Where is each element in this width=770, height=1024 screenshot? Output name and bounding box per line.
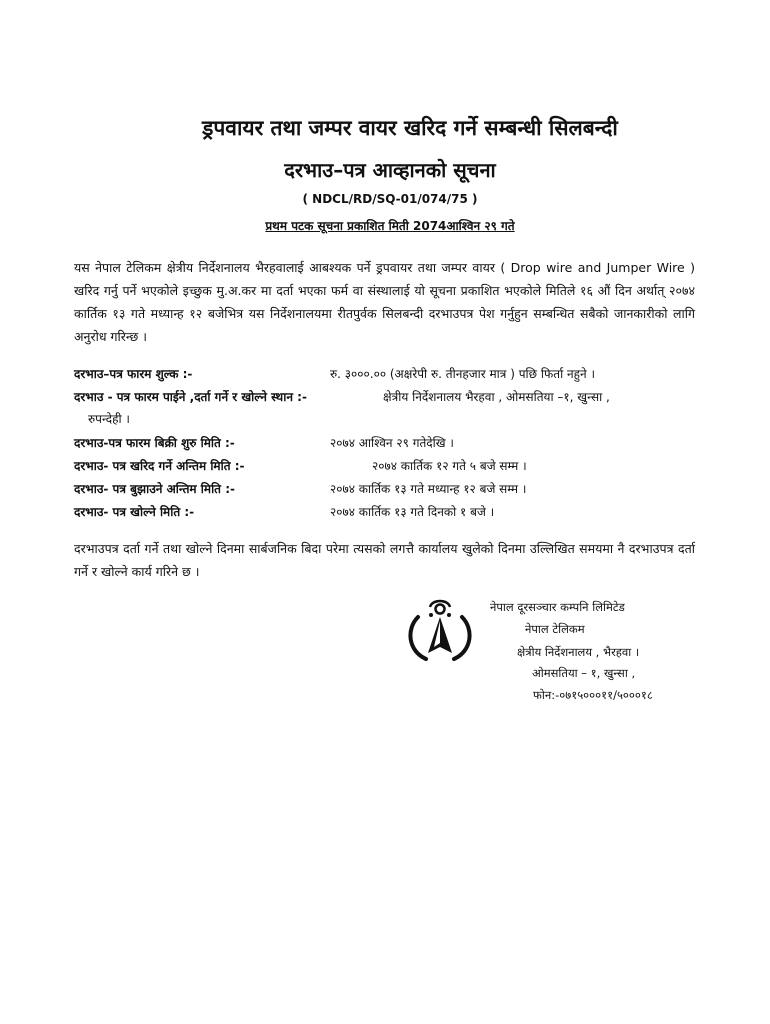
location-value: क्षेत्रीय निर्देशनालय भैरहवा , ओमसतिया –१, खुन्सा ,	[383, 390, 610, 404]
location-label: दरभाउ - पत्र फारम पाईने ,दर्ता गर्ने र खोल्ने स्थान :-	[74, 390, 307, 404]
reference-number: ( NDCL/RD/SQ-01/074/75 )	[302, 192, 478, 206]
nepal-telecom-logo-icon	[404, 595, 476, 665]
intro-paragraph: यस नेपाल टेलिकम क्षेत्रीय निर्देशनालय भैरहवालाई आबश्यक पर्ने ड्रपवायर तथा जम्पर वायर ( Drop wire and Jumper Wire ) खरिद गर्नु पर्ने भएकोले इच्छुक मु.अ.कर मा दर्ता भएका फर्म वा संस्थालाई यो सूचना प्रकाशित भएकोले मितिले १६ औं दिन अर्थात् २०७४ कार्तिक १३ गते मध्यान्ह १२ बजेभित्र यस निर्देशनालयमा रीतपुर्वक सिलबन्दी दरभाउपत्र पेश गर्नुहुन सम्बन्धित सबैको जानकारीको लागि अनुरोध गरिन्छ ।	[74, 260, 695, 344]
signature-address: ओमसतिया – १, खुन्सा ,	[532, 666, 636, 680]
purchase-deadline-label: दरभाउ- पत्र खरिद गर्ने अन्तिम मिति :-	[74, 459, 245, 473]
sale-start-value: २०७४ आश्विन २९ गतेदेखि ।	[330, 436, 454, 450]
sale-start-label: दरभाउ-पत्र फारम बिक्री शुरु मिति :-	[74, 436, 235, 450]
signature-brand: नेपाल टेलिकम	[525, 622, 585, 636]
fee-row	[74, 365, 596, 382]
first-publish-date: प्रथम पटक सूचना प्रकाशित मिती 2074आश्विन २९ गते	[265, 219, 515, 233]
sale-start-row	[74, 434, 454, 451]
opening-date-value: २०७४ कार्तिक १३ गते दिनको १ बजे ।	[330, 505, 495, 519]
signature-phone: फोन:-०७१५०००११/५०००१८	[533, 688, 653, 702]
purchase-deadline-value: २०७४ कार्तिक १२ गते ५ बजे सम्म ।	[372, 459, 527, 473]
submit-deadline-label: दरभाउ- पत्र बुझाउने अन्तिम मिति :-	[74, 482, 235, 496]
location-row	[74, 388, 695, 405]
opening-date-label: दरभाउ- पत्र खोल्ने मिति :-	[74, 505, 195, 519]
notice-title: ड्रपवायर तथा जम्पर वायर खरिद गर्ने सम्बन्धी सिलबन्दी	[202, 116, 618, 140]
opening-date-row	[74, 503, 495, 520]
submit-deadline-row	[74, 480, 527, 497]
fee-value: रु. ३०००.०० (अक्षरेपी रु. तीनहजार मात्र ) पछि फिर्ता नहुने ।	[330, 367, 596, 381]
closing-paragraph: दरभाउपत्र दर्ता गर्ने तथा खोल्ने दिनमा सार्बजनिक बिदा परेमा त्यसको लगत्तै कार्यालय खुलेको दिनमा उल्लिखित समयमा नै दरभाउपत्र दर्ता गर्ने र खोल्ने कार्य गरिने छ ।	[74, 541, 695, 579]
fee-label: दरभाउ–पत्र फारम शुल्क :-	[74, 367, 193, 381]
location-value-continued: रुपन्देही ।	[88, 412, 130, 426]
signature-office: क्षेत्रीय निर्देशनालय , भैरहवा ।	[517, 645, 640, 659]
signature-company: नेपाल दूरसञ्चार कम्पनि लिमिटेड	[490, 600, 625, 614]
purchase-deadline-row	[74, 457, 527, 474]
notice-subtitle: दरभाउ–पत्र आव्हानको सूचना	[284, 158, 496, 182]
submit-deadline-value: २०७४ कार्तिक १३ गते मध्यान्ह १२ बजे सम्म ।	[330, 482, 527, 496]
